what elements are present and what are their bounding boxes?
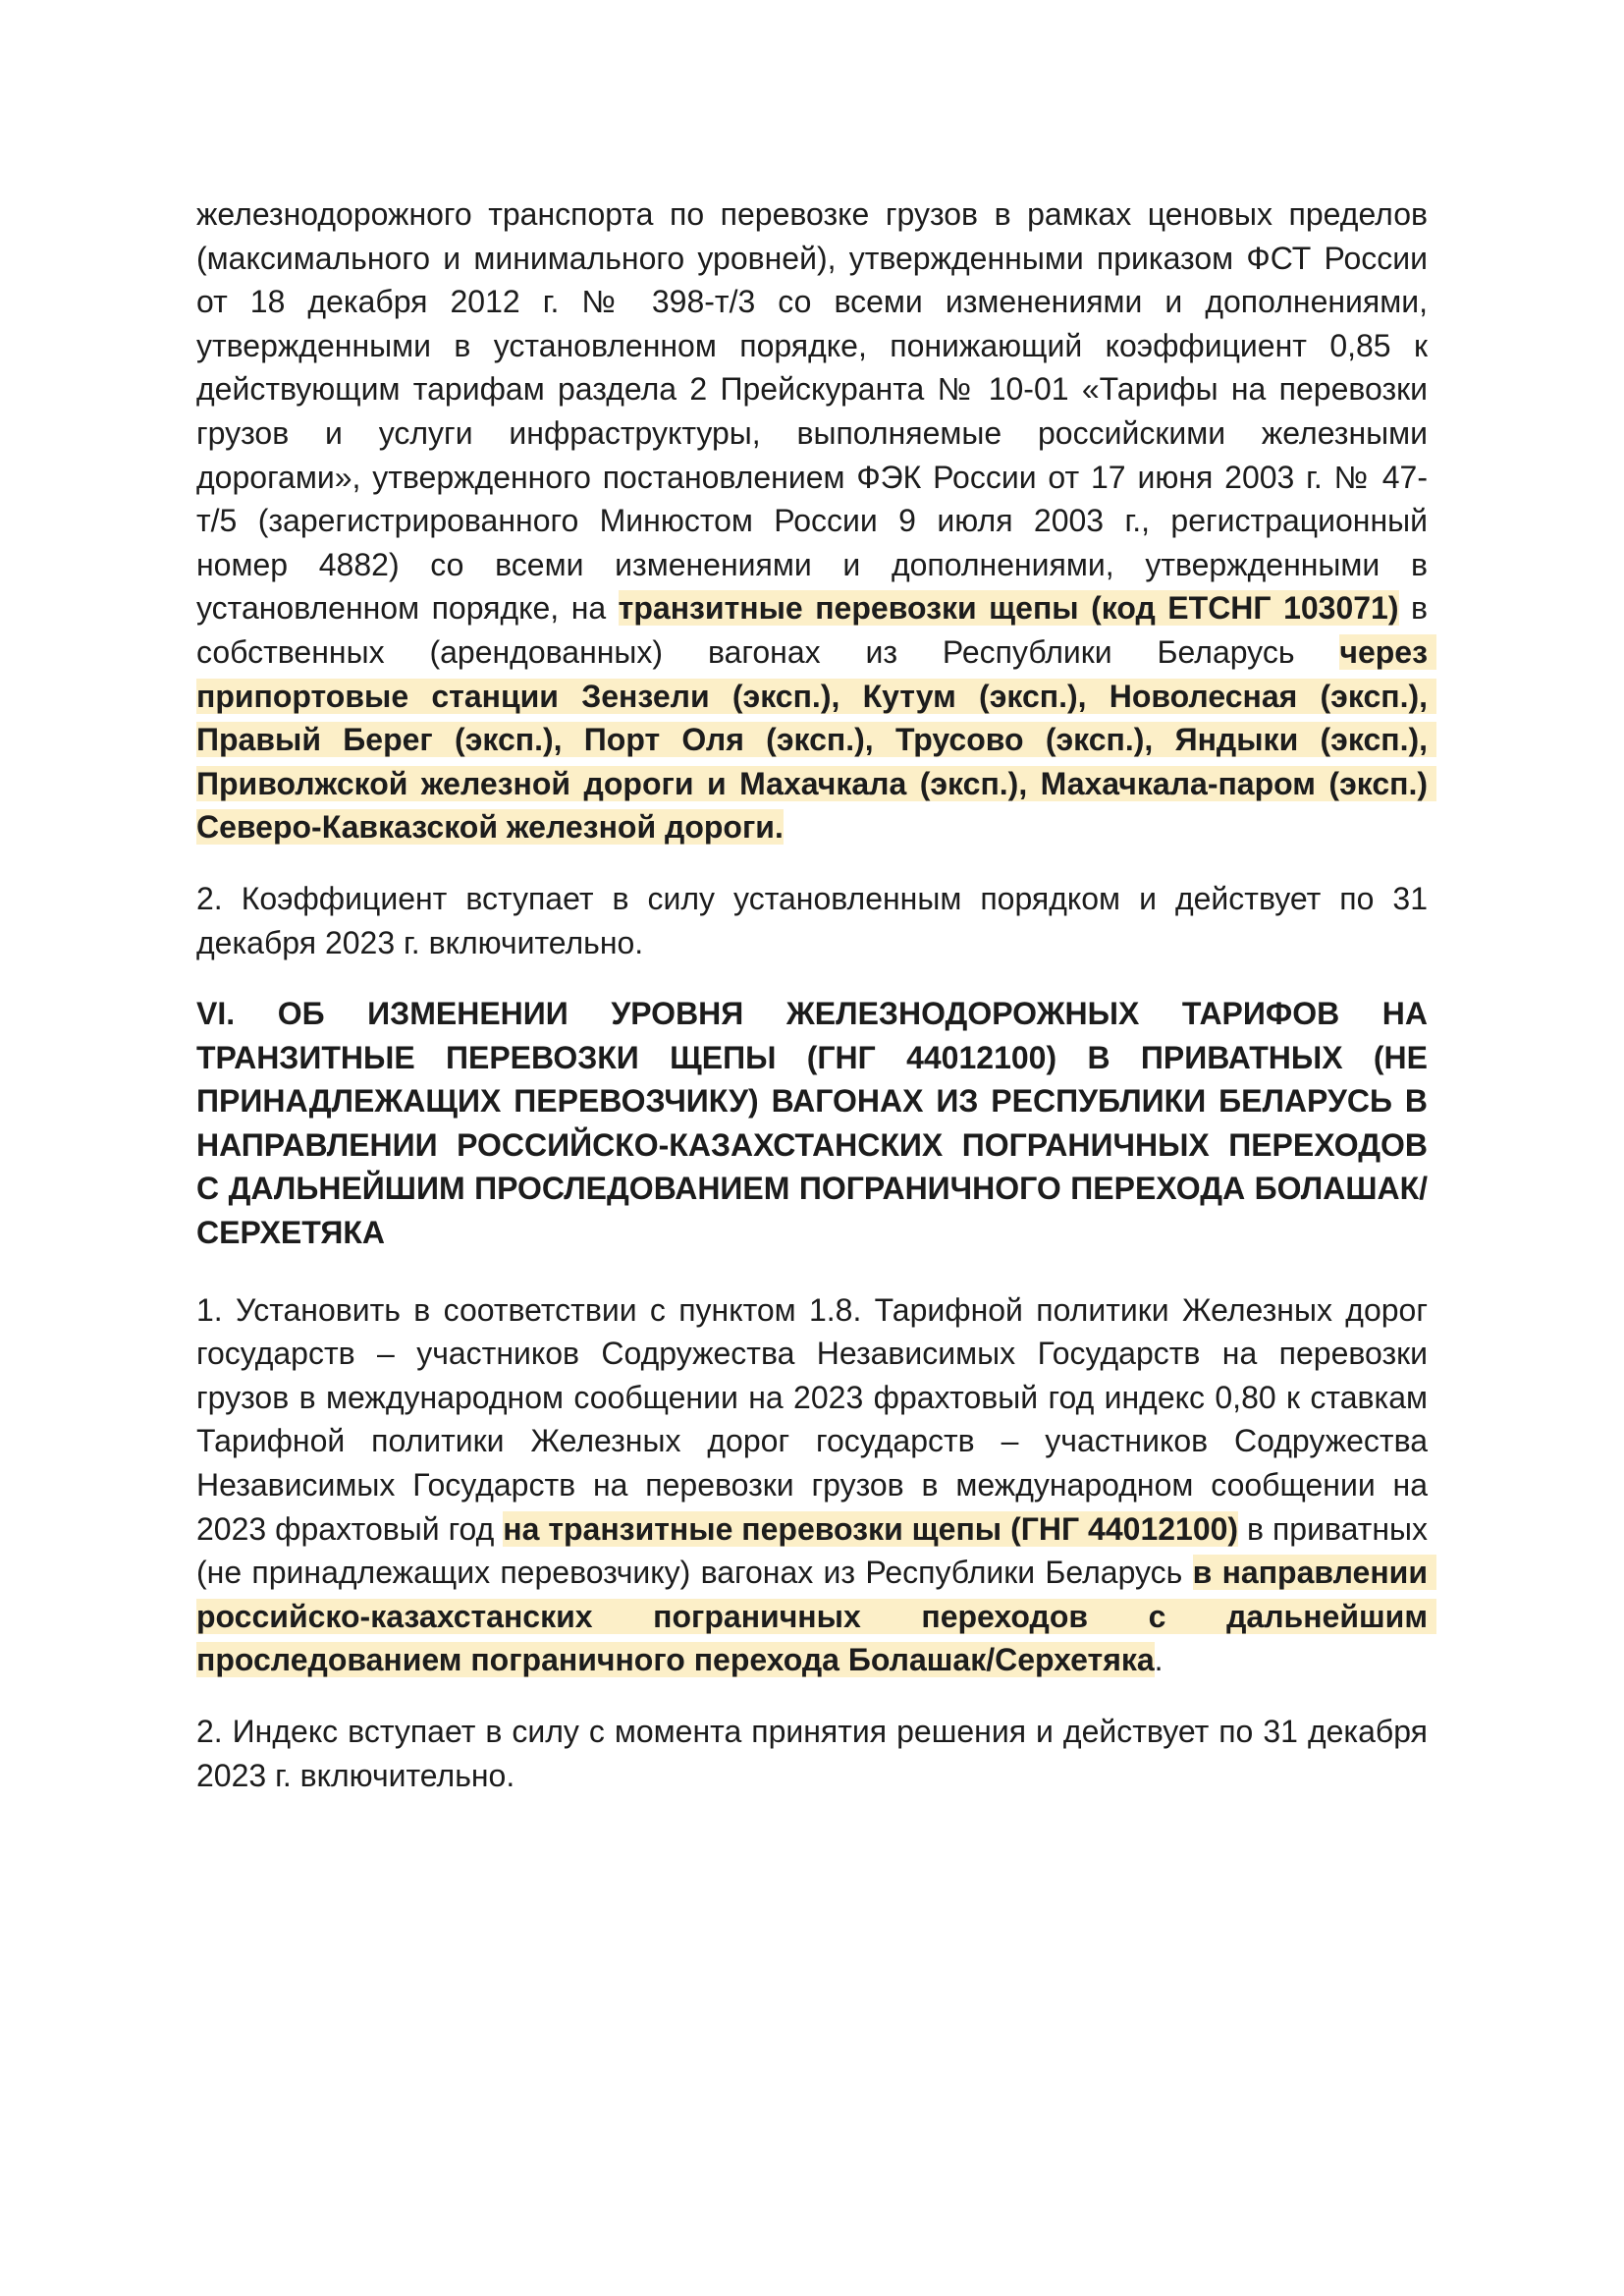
para-vi-point-1-index	[196, 1288, 1436, 1682]
highlighted-text-run: транзитные перевозки щепы (код ЕТСНГ 103071)	[618, 590, 1399, 627]
text-run: 1. Установить в соответствии с пунктом 1.8. Тарифной политики Железных дорог государств – участников Содружества Независимых Государств на перевозки грузов в международном сообщении на 2023 фрахтовый год индекс 0,80 к ставкам Тарифной политики Железных дорог государств – участников Содружества Независимых Государств на перевозки грузов в международном сообщении на 2023 фрахтовый год	[196, 1291, 1436, 1547]
text-run: 2. Индекс вступает в силу с момента принятия решения и действует по 31 декабря 2023 г. включительно.	[196, 1714, 1436, 1793]
text-run: в приватных (не принадлежащих перевозчику) вагонах из Республики Беларусь	[196, 1510, 1436, 1591]
text-run: .	[1154, 1642, 1164, 1678]
para-vi-point-2-index-validity	[196, 1710, 1436, 1797]
text-run: железнодорожного транспорта по перевозке грузов в рамках ценовых пределов (максимального и минимального уровней), утвержденными приказом ФСТ России от 18 декабря 2012 г. № 398-т/3 со всеми изменениями и дополнениями, утвержденными в установленном порядке, понижающий коэффициент 0,85 к действующим тарифам раздела 2 Прейскуранта № 10-01 «Тарифы на перевозки грузов и услуги инфраструктуры, выполняемые российскими железными дорогами», утвержденного постановлением ФЭК России от 17 июня 2003 г. № 47-т/5 (зарегистрированного Минюстом России 9 июля 2003 г., регистрационный номер 4882) со всеми изменениями и дополнениями, утвержденными в установленном порядке, на	[196, 196, 1436, 627]
highlighted-text-run: через припортовые станции Зензели (эксп.), Кутум (эксп.), Новолесная (эксп.), Правый Берег (эксп.), Порт Оля (эксп.), Трусово (эксп.), Яндыки (эксп.), Приволжской железной дороги и Махачкала (эксп.), Махачкала-паром (эксп.) Северо-Кавказской железной дороги.	[196, 633, 1436, 846]
highlighted-text-run: в направлении российско-казахстанских пограничных переходов с дальнейшим проследованием пограничного перехода Болашак/Серхетяка	[196, 1555, 1436, 1678]
text-run: 2. Коэффициент вступает в силу установленным порядком и действует по 31 декабря 2023 г. включительно.	[196, 880, 1436, 960]
text-run: VI. ОБ ИЗМЕНЕНИИ УРОВНЯ ЖЕЛЕЗНОДОРОЖНЫХ ТАРИФОВ НА ТРАНЗИТНЫЕ ПЕРЕВОЗКИ ЩЕПЫ (ГНГ 44012100) В ПРИВАТНЫХ (НЕ ПРИНАДЛЕЖАЩИХ ПЕРЕВОЗЧИКУ) ВАГОНАХ ИЗ РЕСПУБЛИКИ БЕЛАРУСЬ В НАПРАВЛЕНИИ РОССИЙСКО-КАЗАХСТАНСКИХ ПОГРАНИЧНЫХ ПЕРЕХОДОВ С ДАЛЬНЕЙШИМ ПРОСЛЕДОВАНИЕМ ПОГРАНИЧНОГО ПЕРЕХОДА БОЛАШАК/СЕРХЕТЯКА	[196, 996, 1436, 1251]
document-body	[196, 192, 1436, 1825]
text-run: в собственных (арендованных) вагонах из Республики Беларусь	[196, 590, 1436, 670]
para-point-2-coefficient-validity	[196, 877, 1436, 964]
highlighted-text-run: на транзитные перевозки щепы (ГНГ 44012100)	[503, 1510, 1239, 1547]
para-continued-tariff-coefficient	[196, 192, 1436, 849]
heading-section-vi	[196, 992, 1436, 1255]
